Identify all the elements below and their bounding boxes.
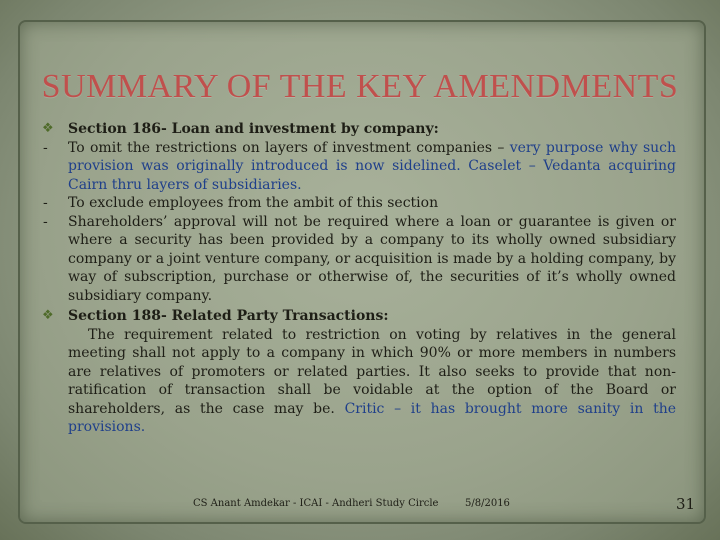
- section-188-heading-row: [40, 307, 676, 326]
- point-text: To omit the restrictions on layers of investment companies –: [68, 139, 510, 156]
- footer-date: 5/8/2016: [465, 498, 510, 509]
- dash-marker: -: [43, 139, 48, 156]
- point-text: To exclude employees from the ambit of this section: [68, 195, 439, 211]
- point-highlight: very purpose why such provision was originally introduced is now sidelined. Caselet – Vedanta acquiring Cairn thru layers of subsidiaries.: [68, 139, 677, 193]
- page-number: 31: [676, 495, 696, 513]
- slide-content: [40, 120, 676, 437]
- section-188-text: The requirement related to restriction on voting by relatives in the general meeting shall not apply to a company in which 90% or more members in numbers are relatives of promoters or related parties. It also seeks to provide that non- ratification of transaction shall be voidable at the option of the Board or shareholders, as the case may be.: [68, 326, 676, 417]
- section-186-heading: Section 186- Loan and investment by company:: [68, 121, 439, 137]
- diamond-bullet-icon: ❖: [42, 308, 54, 323]
- section-188-body: [40, 326, 676, 437]
- list-item: [40, 139, 676, 195]
- list-item: [40, 213, 676, 306]
- dash-marker: -: [43, 195, 48, 211]
- list-item: [40, 194, 676, 213]
- point-text: Shareholders’ approval will not be required where a loan or guarantee is given or where a security has been provided by a company to its wholly owned subsidiary company or a joint venture company, or acquisition is made by a holding company, by way of subscription, purchase or otherwise of, the securities of it’s wholly owned subsidiary company.: [68, 213, 676, 304]
- diamond-bullet-icon: ❖: [42, 121, 54, 136]
- section-188-heading: Section 188- Related Party Transactions:: [68, 308, 389, 324]
- dash-marker: -: [43, 213, 48, 230]
- footer-author: CS Anant Amdekar - ICAI - Andheri Study Circle: [193, 498, 439, 509]
- slide-title: SUMMARY OF THE KEY AMENDMENTS: [41, 68, 679, 105]
- section-186-heading-row: [40, 120, 676, 139]
- section-188-highlight: Critic – it has brought more sanity in the provisions.: [68, 400, 676, 435]
